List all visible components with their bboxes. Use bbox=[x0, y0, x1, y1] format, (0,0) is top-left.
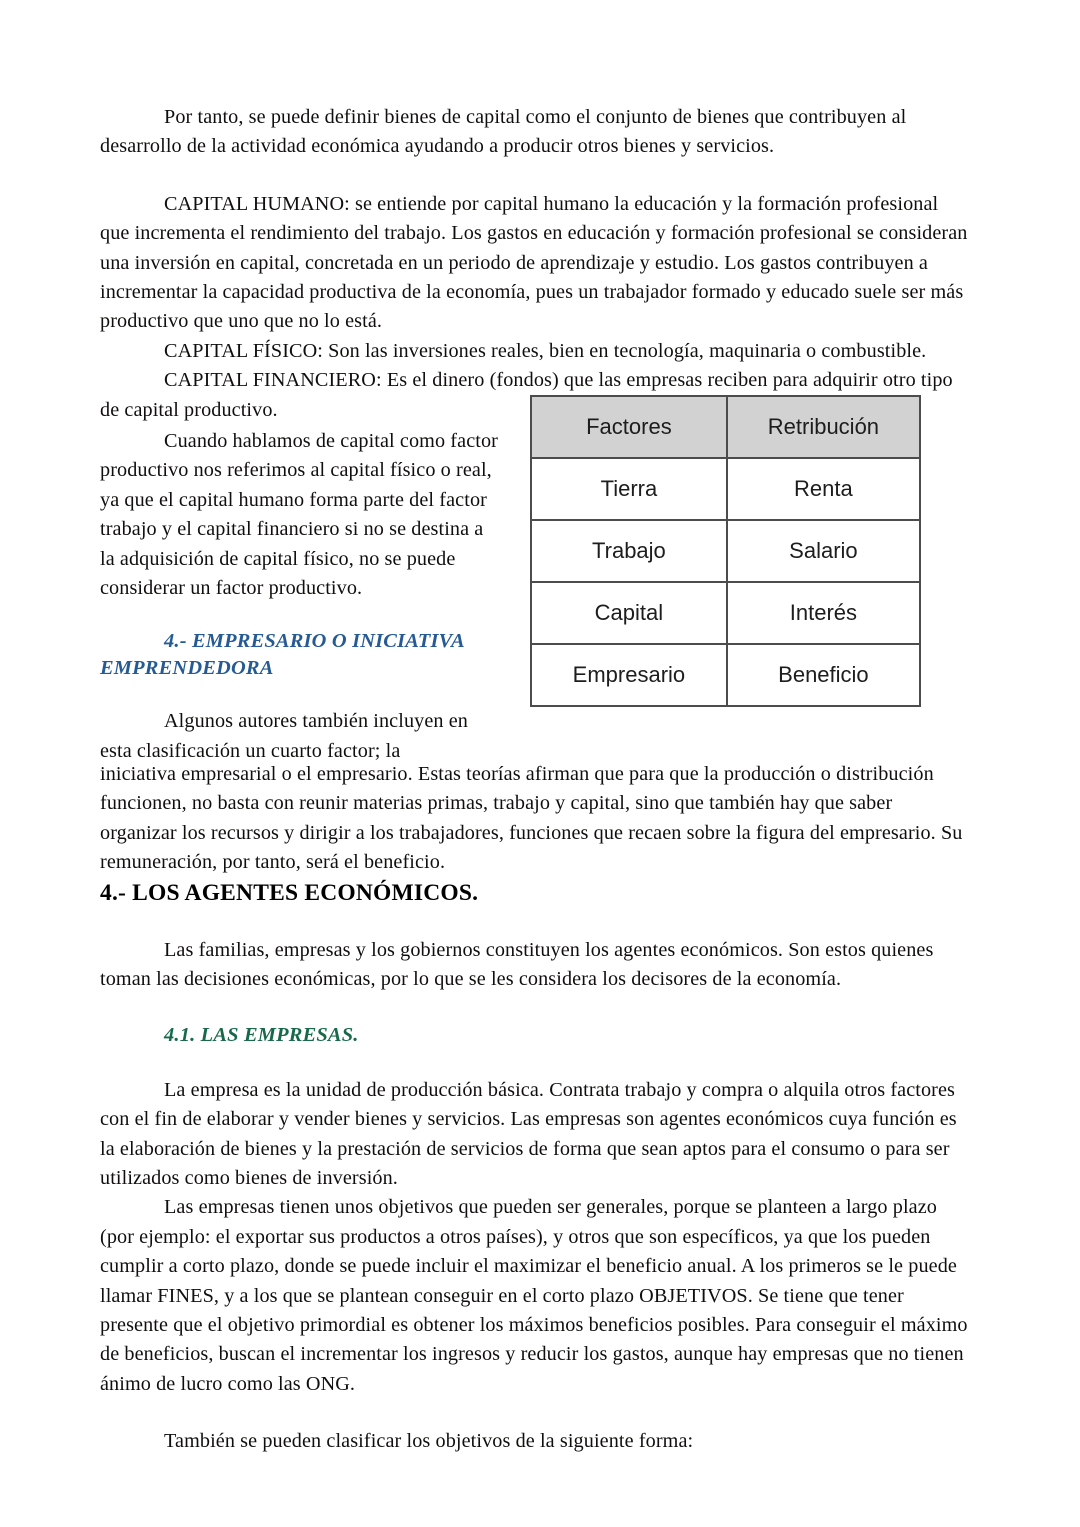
table-row bbox=[531, 582, 920, 644]
table-cell-factor: Empresario bbox=[531, 644, 727, 706]
table-body bbox=[531, 396, 920, 706]
paragraph-algunos-autores: Algunos autores también incluyen en esta clasificación un cuarto factor; la bbox=[100, 710, 468, 762]
table-row bbox=[531, 520, 920, 582]
table-cell-retribucion: Beneficio bbox=[727, 644, 920, 706]
text-block-beside-table bbox=[100, 427, 498, 766]
paragraph-iniciativa-empresarial: iniciativa empresarial o el empresario. Estas teorías afirman que para que la producción o distribución funcionen, no basta con reunir materias primas, trabajo y capital, sino que también hay que saber organizar los recursos y dirigir a los trabajadores, funciones que recaen sobre la figura del empresario. Su remuneración, por tanto, será el beneficio. bbox=[100, 763, 963, 874]
paragraph-objetivos: Las empresas tienen unos objetivos que pueden ser generales, porque se planteen a largo plazo (por ejemplo: el exportar sus productos a otros países), y otros que son específicos, ya que los pueden cumplir a corto plazo, donde se puede incluir el maximizar el beneficio anual. A los primeros se le puede llamar FINES, y a los que se plantean conseguir en el corto plazo OBJETIVOS. Se tiene que tener presente que el objetivo primordial es obtener los máximos beneficios posibles. Para conseguir el máximo de beneficios, buscan el incrementar los ingresos y reducir los gastos, aunque hay empresas que no tienen ánimo de lucro como las ONG. bbox=[100, 1196, 968, 1395]
paragraph-capital-financiero: CAPITAL FINANCIERO: Es el dinero (fondos) que las empresas reciben para adquirir otro tipo de capital productivo. bbox=[100, 369, 953, 421]
paragraph-las-familias: Las familias, empresas y los gobiernos constituyen los agentes económicos. Son estos quienes toman las decisiones económicas, por lo que se les considera los decisores de la economía. bbox=[100, 939, 934, 991]
text-block-continuation bbox=[100, 760, 972, 878]
table-row bbox=[531, 458, 920, 520]
table-header-factores: Factores bbox=[531, 396, 727, 458]
table-cell-factor: Capital bbox=[531, 582, 727, 644]
table-row bbox=[531, 644, 920, 706]
heading-los-agentes-economicos: 4.- LOS AGENTES ECONÓMICOS. bbox=[100, 880, 479, 906]
table-cell-factor: Tierra bbox=[531, 458, 727, 520]
text-block-top bbox=[100, 103, 972, 425]
heading-empresario-iniciativa: 4.- EMPRESARIO O INICIATIVA EMPRENDEDORA bbox=[100, 630, 464, 680]
table-header-retribucion: Retribución bbox=[727, 396, 920, 458]
table-cell-retribucion: Renta bbox=[727, 458, 920, 520]
table-cell-retribucion: Salario bbox=[727, 520, 920, 582]
text-block-agentes bbox=[100, 878, 972, 1457]
paragraph-capital-humano: CAPITAL HUMANO: se entiende por capital humano la educación y la formación profesional que incrementa el rendimiento del trabajo. Los gastos en educación y formación profesional se consideran una inversión en capital, concretada en un periodo de aprendizaje y estudio. Los gastos contribuyen a incrementar la capacidad productiva de la economía, pues un trabajador formado y educado suele ser más productivo que uno que no lo está. bbox=[100, 192, 968, 333]
table-cell-retribucion: Interés bbox=[727, 582, 920, 644]
paragraph-cuando-hablamos: Cuando hablamos de capital como factor productivo nos referimos al capital físico o real, ya que el capital humano forma parte del factor trabajo y el capital financiero si no se destina a la adquisición de capital físico, no se puede considerar un factor productivo. bbox=[100, 430, 498, 600]
factors-retribution-table bbox=[530, 395, 921, 707]
paragraph-por-tanto: Por tanto, se puede definir bienes de capital como el conjunto de bienes que contribuyen al desarrollo de la actividad económica ayudando a producir otros bienes y servicios. bbox=[100, 106, 907, 158]
table-cell-factor: Trabajo bbox=[531, 520, 727, 582]
paragraph-tambien-clasificar: También se pueden clasificar los objetivos de la siguiente forma: bbox=[164, 1430, 694, 1453]
heading-las-empresas: 4.1. LAS EMPRESAS. bbox=[164, 1023, 359, 1046]
paragraph-capital-fisico: CAPITAL FÍSICO: Son las inversiones reales, bien en tecnología, maquinaria o combustible. bbox=[164, 339, 927, 362]
paragraph-la-empresa: La empresa es la unidad de producción básica. Contrata trabajo y compra o alquila otros factores con el fin de elaborar y vender bienes y servicios. Las empresas son agentes económicos cuya función es la elaboración de bienes y la prestación de servicios de forma que sean aptos para el consumo o para ser utilizados como bienes de inversión. bbox=[100, 1078, 957, 1190]
